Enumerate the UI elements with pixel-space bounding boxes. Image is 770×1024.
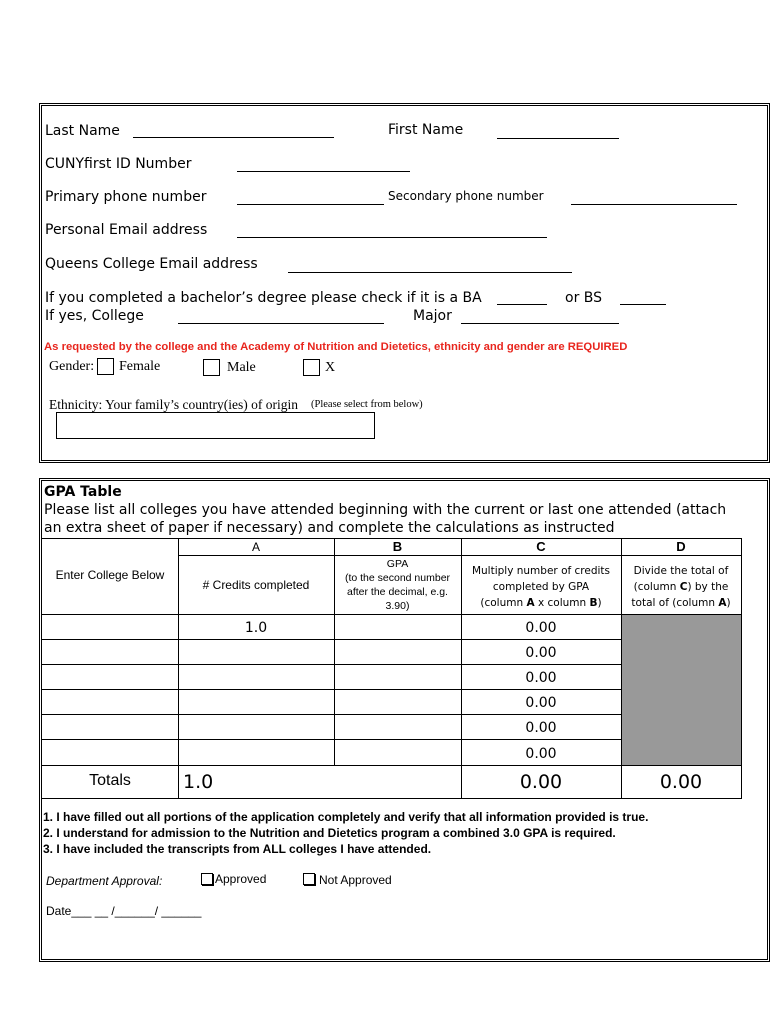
first-name-label: First Name — [388, 122, 464, 138]
col-letter-b: B — [392, 539, 403, 554]
approved-label: Approved — [215, 872, 267, 886]
product-row-4: 0.00 — [525, 695, 557, 711]
female-label: Female — [119, 359, 161, 374]
credits-row-1[interactable]: 1.0 — [244, 620, 268, 636]
female-checkbox[interactable] — [97, 358, 114, 375]
col-letter-c: C — [536, 539, 546, 554]
header-gpa-line4: 3.90) — [385, 600, 410, 612]
male-checkbox[interactable] — [203, 359, 220, 376]
male-label: Male — [227, 360, 256, 375]
col-letter-a: A — [251, 540, 260, 554]
personal-email-field[interactable] — [237, 237, 547, 238]
or-bs-label: or BS — [565, 290, 603, 306]
header-credits: # Credits completed — [202, 578, 310, 592]
cunyfirst-id-label: CUNYfirst ID Number — [45, 156, 192, 172]
bs-check-field[interactable] — [620, 304, 666, 305]
college-input-row-1[interactable] — [42, 615, 178, 639]
gpa-instructions-line1: Please list all colleges you have attended beginning with the current or last one attended (attach — [44, 502, 727, 518]
product-row-3: 0.00 — [525, 670, 557, 686]
x-checkbox[interactable] — [303, 359, 320, 376]
secondary-phone-label: Secondary phone number — [388, 189, 544, 203]
header-gpa-line3: after the decimal, e.g. — [347, 586, 448, 598]
cunyfirst-id-field[interactable] — [237, 171, 410, 172]
product-row-5: 0.00 — [525, 720, 557, 736]
dept-approval-label: Department Approval: — [46, 874, 163, 888]
bachelor-label: If you completed a bachelor’s degree please check if it is a BA — [45, 290, 482, 306]
ba-check-field[interactable] — [497, 304, 547, 305]
secondary-phone-field[interactable] — [571, 204, 737, 205]
college-field[interactable] — [178, 323, 384, 324]
last-name-label: Last Name — [45, 123, 120, 139]
header-multiply-line2: completed by GPA — [492, 581, 590, 593]
required-note: As requested by the college and the Academy of Nutrition and Dietetics, ethnicity and gender are REQUIRED — [44, 341, 628, 353]
column-d-shaded — [622, 615, 741, 765]
totals-label: Totals — [89, 772, 131, 789]
primary-phone-label: Primary phone number — [45, 189, 207, 205]
last-name-field[interactable] — [133, 137, 334, 138]
major-label: Major — [413, 308, 452, 324]
header-gpa-line2: (to the second number — [344, 572, 451, 584]
ethnicity-label: Ethnicity: Your family’s country(ies) of origin — [49, 397, 298, 412]
col-letter-d: D — [676, 539, 686, 554]
header-divide — [621, 563, 741, 611]
approved-checkbox[interactable] — [201, 873, 213, 885]
header-divide-line3: total of (column A) — [631, 597, 731, 609]
primary-phone-field[interactable] — [237, 204, 384, 205]
product-row-1: 0.00 — [525, 620, 557, 636]
personal-email-label: Personal Email address — [45, 222, 208, 238]
header-multiply — [461, 563, 621, 611]
qc-email-label: Queens College Email address — [45, 256, 258, 272]
not-approved-label: Not Approved — [319, 873, 392, 887]
attest-item-2: 2. I understand for admission to the Nutrition and Dietetics program a combined 3.0 GPA is required. — [43, 826, 616, 840]
attest-item-1: 1. I have filled out all portions of the application completely and verify that all information provided is true. — [43, 810, 649, 824]
header-multiply-line1: Multiply number of credits — [471, 565, 611, 577]
header-gpa-line1: GPA — [386, 558, 409, 570]
first-name-field[interactable] — [497, 138, 619, 139]
qc-email-field[interactable] — [288, 272, 572, 273]
total-product: 0.00 — [519, 771, 563, 793]
date-field[interactable]: Date___ __ /______/ ______ — [46, 904, 202, 918]
major-field[interactable] — [461, 323, 619, 324]
x-label: X — [325, 360, 336, 375]
header-gpa — [334, 557, 461, 613]
product-row-6: 0.00 — [525, 746, 557, 762]
ethnicity-note: (Please select from below) — [311, 399, 423, 410]
header-multiply-line3: (column A x column B) — [480, 597, 602, 609]
product-row-2: 0.00 — [525, 645, 557, 661]
total-gpa: 0.00 — [659, 771, 703, 793]
header-divide-line1: Divide the total of — [633, 565, 729, 577]
header-divide-line2: (column C) by the — [633, 581, 729, 593]
total-credits: 1.0 — [183, 771, 214, 793]
not-approved-checkbox[interactable] — [303, 873, 315, 885]
gpa-table-title: GPA Table — [44, 484, 122, 500]
gender-label: Gender: — [49, 359, 95, 374]
attest-item-3: 3. I have included the transcripts from ALL colleges I have attended. — [43, 842, 432, 856]
gpa-instructions-line2: an extra sheet of paper if necessary) and complete the calculations as instructed — [44, 520, 615, 536]
header-college: Enter College Below — [55, 568, 165, 582]
ethnicity-input[interactable] — [56, 412, 375, 439]
if-yes-college-label: If yes, College — [45, 308, 144, 324]
